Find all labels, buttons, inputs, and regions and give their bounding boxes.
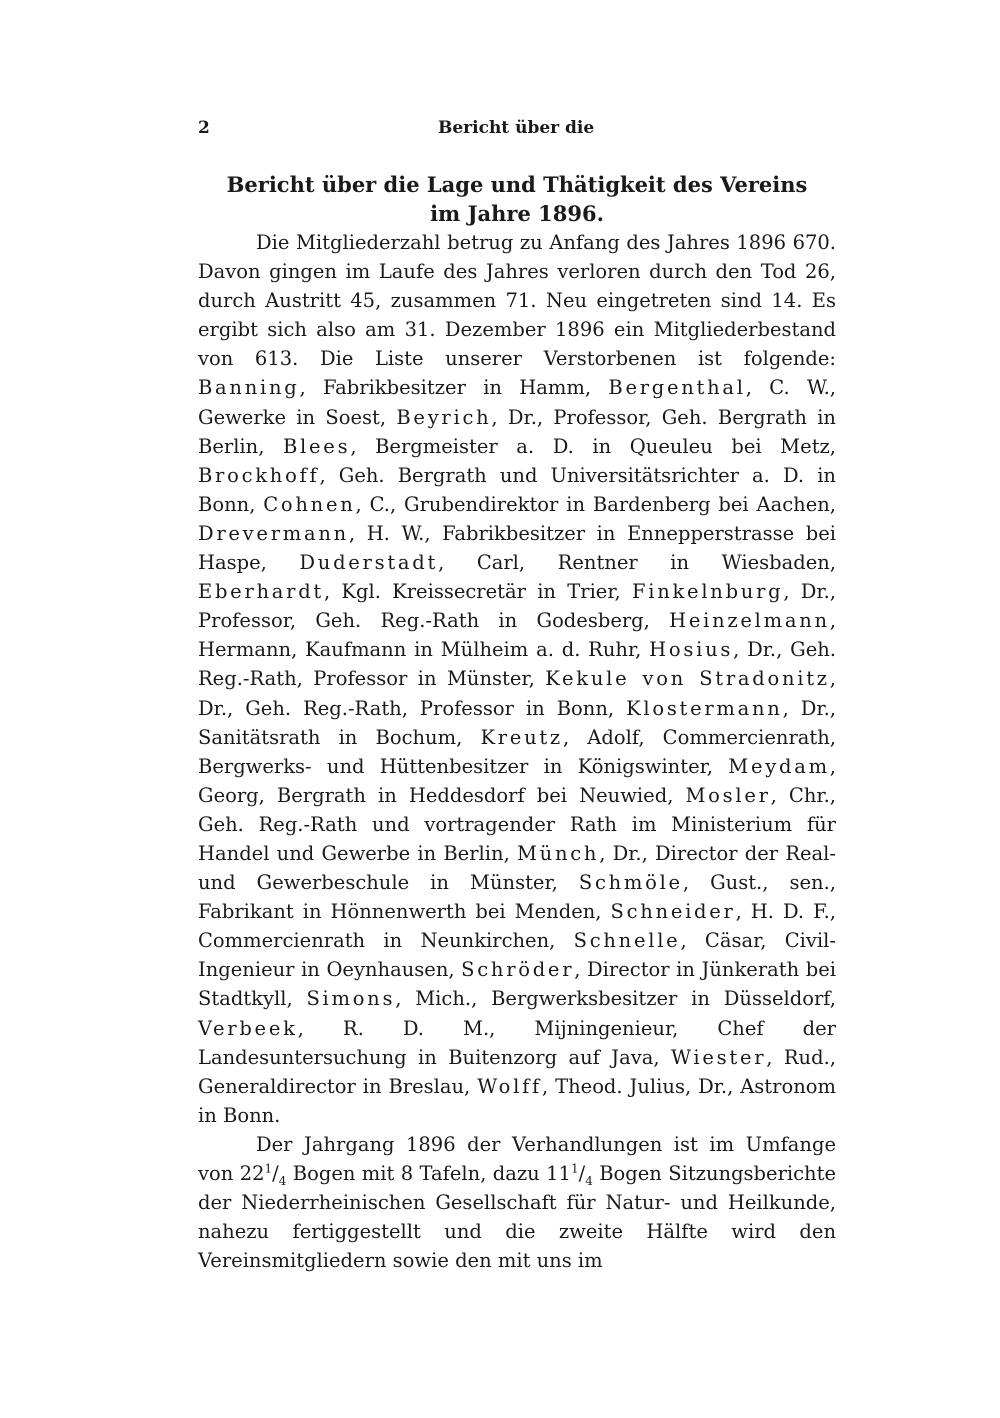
text-run: , Rud., Generaldirector in Breslau,	[198, 1045, 836, 1098]
text-run: , R. D. M., Mijningenieur, Chef der Landesuntersuchung in Buitenzorg auf Java,	[198, 1016, 836, 1069]
deceased-name: Klostermann	[626, 696, 783, 720]
page-number: 2	[198, 118, 210, 138]
fraction-denominator: 4	[278, 1173, 287, 1188]
fraction-whole: 11	[546, 1162, 571, 1185]
text-run: , Dr., Director der Real- und Gewerbeschule in Münster,	[198, 841, 836, 895]
deceased-name: Schnelle	[573, 929, 681, 953]
text-run: , Geh. Bergrath und Universitätsrichter a. D. in Bonn,	[198, 463, 836, 516]
text-run: , Chr., Geh. Reg.-Rath und vortragender Rath im Ministerium für Handel und Gewerbe in Berlin,	[198, 783, 836, 865]
section-heading-line-2: im Jahre 1896.	[430, 201, 604, 226]
deceased-name: Bergenthal	[608, 376, 746, 400]
fraction-numerator: 1	[264, 1161, 273, 1176]
publications-paragraph	[198, 1130, 836, 1275]
text-run: , C., Grubendirektor in Bardenberg bei Aachen,	[355, 492, 836, 516]
deceased-name: Beyrich	[396, 405, 492, 429]
deceased-name: Finkelnburg	[631, 580, 784, 604]
deceased-name: Schmöle	[578, 871, 683, 895]
section-heading	[198, 170, 836, 228]
deceased-name: Simons	[306, 987, 396, 1011]
fraction-whole: 22	[239, 1162, 265, 1185]
deceased-name: Blees	[283, 434, 351, 458]
deceased-name: Mosler	[685, 783, 771, 807]
text-run: , Gust., sen., Fabrikant in Hönnenwerth bei Menden,	[198, 871, 836, 924]
deceased-name: Brockhoff	[198, 463, 320, 487]
text-run: Bogen mit 8 Tafeln, dazu	[286, 1162, 547, 1185]
text-run: , Kgl. Kreissecretär in Trier,	[323, 580, 632, 604]
deceased-name: Banning	[198, 376, 300, 400]
text-run: , Dr., Sanitätsrath in Bochum,	[198, 696, 836, 749]
deceased-name: Cohnen	[263, 492, 356, 516]
deceased-name: Drevermann	[198, 521, 349, 545]
deceased-name: Wolff	[477, 1074, 542, 1098]
text-run: , Mich., Bergwerksbesitzer in Düsseldorf,	[395, 987, 836, 1011]
section-heading-line-1: Bericht über die Lage und Thätigkeit des Vereins	[226, 172, 808, 197]
fraction-22-1-4: $22^1/_4$	[239, 1161, 287, 1188]
deceased-name: Eberhardt	[198, 580, 324, 604]
fraction-denominator: 4	[585, 1173, 593, 1188]
text-run: , Adolf, Commercienrath, Bergwerks- und Hüttenbesitzer in Königswinter,	[198, 725, 836, 778]
deceased-name: Schröder	[461, 958, 575, 982]
deceased-name: Münch	[516, 841, 600, 865]
deceased-name: Wiester	[670, 1045, 767, 1069]
text-run: , Dr., Professor, Geh. Reg.-Rath in Godesberg,	[198, 580, 837, 633]
deceased-name: Heinzelmann	[669, 609, 830, 633]
text-run: Die Mitgliederzahl betrug zu Anfang des Jahres 1896 670. Davon gingen im Laufe des Jahres verloren durch den Tod 26, durch Austritt 45, zusammen 71. Neu eingetreten sind 14. Es ergibt sich also am 31. Dezember 1896 ein Mitgliederbestand von 613. Die Liste unserer Verstorbenen ist folgende:	[198, 231, 836, 371]
deceased-name: Verbeek	[198, 1016, 298, 1040]
text-run: Bogen Sitzungsberichte der Niederrheinischen Gesellschaft für Natur- und Heilkunde, nahezu fertiggestellt und die zweite Hälfte wird den Vereinsmitgliedern sowie den mit uns im	[198, 1162, 836, 1273]
deceased-name: Kekule von Stradonitz	[545, 667, 830, 691]
text-run: , Dr., Geh. Reg.-Rath, Professor in Münster,	[198, 638, 836, 691]
deceased-name: Schneider	[610, 900, 736, 924]
text-run: , Fabrikbesitzer in Hamm,	[299, 376, 609, 400]
running-head	[198, 118, 836, 142]
deceased-name: Kreutz	[480, 725, 563, 749]
text-run: Der Jahrgang 1896 der Verhandlungen ist im Umfange von	[198, 1132, 836, 1185]
running-title: Bericht über die	[438, 118, 595, 138]
text-run: , Dr., Geh. Reg.-Rath, Professor in Bonn,	[198, 667, 836, 720]
text-run: , H. W., Fabrikbesitzer in Ennepperstrasse bei Haspe,	[198, 521, 836, 575]
body-text	[198, 228, 836, 1275]
text-run: , H. D. F., Commercienrath in Neunkirchen,	[198, 900, 837, 953]
text-run: , Carl, Rentner in Wiesbaden,	[438, 551, 836, 575]
fraction-11-1-4: $11^1/_4$	[546, 1161, 593, 1188]
deceased-name: Meydam	[728, 754, 830, 778]
deceased-name: Hosius	[649, 638, 734, 662]
text-run: , Dr., Professor, Geh. Bergrath in Berlin,	[198, 405, 836, 458]
text-run: , Theod. Julius, Dr., Astronom in Bonn.	[198, 1074, 836, 1127]
deceased-name: Duderstadt	[299, 551, 439, 575]
text-run: , Bergmeister a. D. in Queuleu bei Metz,	[350, 434, 836, 458]
fraction-numerator: 1	[570, 1161, 579, 1176]
membership-paragraph	[198, 228, 836, 1130]
text-run: , Cäsar, Civil-Ingenieur in Oeynhausen,	[198, 929, 836, 982]
text-run: , C. W., Gewerke in Soest,	[198, 376, 836, 429]
text-run: , Hermann, Kaufmann in Mülheim a. d. Ruhr,	[198, 609, 836, 662]
text-run: , Georg, Bergrath in Heddesdorf bei Neuwied,	[198, 754, 836, 807]
text-run: , Director in Jünkerath bei Stadtkyll,	[198, 958, 836, 1011]
